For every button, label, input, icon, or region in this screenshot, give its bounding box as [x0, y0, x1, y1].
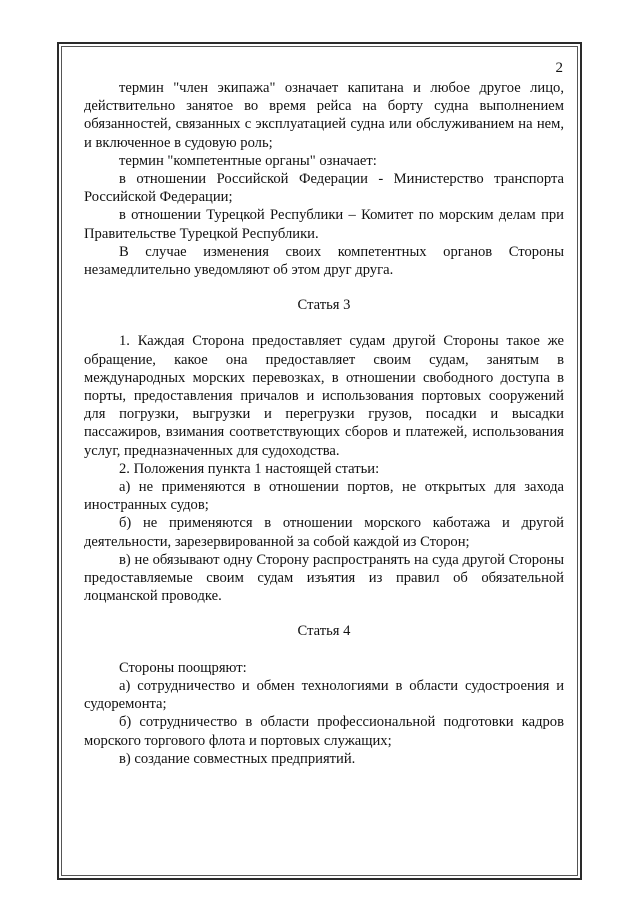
paragraph-authority-change: В случае изменения своих компетентных органов Стороны незамедлительно уведомляют об этом друг друга.: [84, 243, 564, 279]
paragraph-russia-authority: в отношении Российской Федерации - Министерство транспорта Российской Федерации;: [84, 171, 564, 206]
paragraph-turkey-authority: в отношении Турецкой Республики – Комитет по морским делам при Правительстве Турецкой Республики.: [84, 207, 564, 242]
article-4-item-a: а) сотрудничество и обмен технологиями в области судостроения и судоремонта;: [84, 677, 564, 713]
article-3-paragraph-1: 1. Каждая Сторона предоставляет судам другой Стороны такое же обращение, какое она предоставляет своим судам, занятым в международных морских перевозках, в отношении свободного доступа в порты, предоставления причалов и использования портовых сооружений для погрузки, выгрузки и перегрузки грузов, посадки и высадки пассажиров, взимания соответствующих сборов и платежей, использования услуг, предназначенных для судоходства.: [84, 333, 564, 459]
article-4-item-b: б) сотрудничество в области профессиональной подготовки кадров морского торгового флота и портовых служащих;: [84, 714, 564, 749]
article-3-item-c: в) не обязывают одну Сторону распространять на суда другой Стороны предоставляемые своим судам изъятия из правил об обязательной лоцманской проводке.: [84, 551, 564, 605]
document-body: [84, 79, 564, 768]
paragraph-competent-authorities-term: термин "компетентные органы" означает:: [119, 152, 377, 169]
article-3-item-b: б) не применяются в отношении морского каботажа и другой деятельности, зарезервированной за собой каждой из Сторон;: [84, 515, 564, 550]
paragraph-crew-member-term: термин "член экипажа" означает капитана и любое другое лицо, действительно занятое во время рейса на борту судна выполнением обязанностей, связанных с эксплуатацией судна или обслуживанием на нем, и включенное в судовую роль;: [84, 80, 564, 151]
article-4-intro: Стороны поощряют:: [119, 659, 247, 676]
article-4-item-c: в) создание совместных предприятий.: [119, 750, 356, 767]
article-3-heading: Статья 3: [297, 297, 351, 314]
article-4-heading: Статья 4: [297, 623, 351, 640]
article-3-paragraph-2: 2. Положения пункта 1 настоящей статьи:: [119, 460, 380, 477]
page-number: 2: [555, 60, 563, 76]
article-3-item-a: а) не применяются в отношении портов, не открытых для захода иностранных судов;: [84, 479, 564, 514]
